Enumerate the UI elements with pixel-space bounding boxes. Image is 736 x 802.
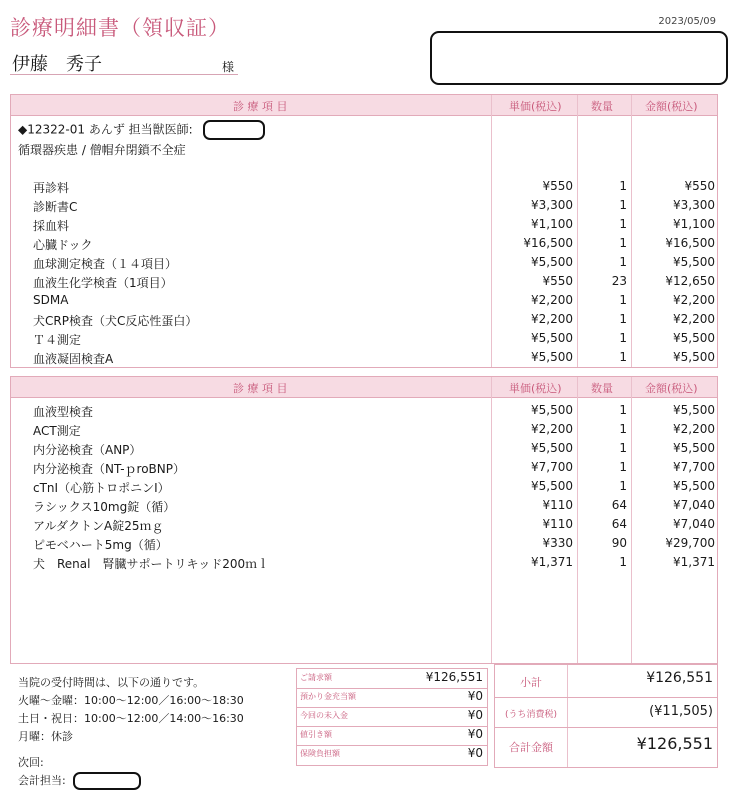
item-qty: 1 bbox=[619, 555, 627, 569]
item-qty: 1 bbox=[619, 460, 627, 474]
summary-label: 今回の未入金 bbox=[300, 711, 348, 720]
header-price: 単価(税込) bbox=[509, 100, 562, 113]
animal-info bbox=[18, 120, 265, 160]
redacted-cashier-name bbox=[73, 772, 141, 790]
item-price: ¥550 bbox=[542, 179, 573, 193]
redacted-address-box bbox=[430, 31, 728, 85]
header-amount: 金額(税込) bbox=[645, 382, 698, 395]
item-name: 診断書C bbox=[33, 200, 78, 214]
item-amount: ¥5,500 bbox=[673, 350, 715, 364]
item-name: 心臓ドック bbox=[33, 238, 93, 252]
item-name: 犬 Renal 腎臓サポートリキッド200ｍｌ bbox=[33, 557, 270, 571]
item-price: ¥5,500 bbox=[531, 441, 573, 455]
table-row bbox=[11, 234, 717, 253]
hours-notice bbox=[18, 674, 244, 746]
item-name: 採血料 bbox=[33, 219, 70, 233]
header-item: 診 療 項 目 bbox=[233, 382, 288, 395]
item-price: ¥2,200 bbox=[531, 293, 573, 307]
summary-label: 預かり金充当額 bbox=[300, 692, 356, 701]
table-row bbox=[11, 329, 717, 348]
notice-line: 土日・祝日：10:00～12:00／14:00～16:30 bbox=[18, 712, 244, 725]
subtotal-label: 小計 bbox=[520, 676, 542, 689]
item-name: 内分泌検査（ANP） bbox=[33, 443, 142, 457]
item-amount: ¥2,200 bbox=[673, 422, 715, 436]
table-row bbox=[11, 310, 717, 329]
item-amount: ¥1,100 bbox=[673, 217, 715, 231]
honorific: 様 bbox=[222, 60, 235, 74]
document-title: 診療明細書（領収証） bbox=[10, 16, 230, 40]
item-price: ¥5,500 bbox=[531, 403, 573, 417]
item-name: 内分泌検査（NT-ｐroBNP） bbox=[33, 462, 185, 476]
items-table-2 bbox=[10, 376, 718, 664]
summary-row bbox=[297, 688, 487, 707]
item-qty: 1 bbox=[619, 422, 627, 436]
tax-value: (¥11,505) bbox=[649, 704, 713, 719]
item-price: ¥16,500 bbox=[523, 236, 573, 250]
tax-label: (うち消費税) bbox=[504, 710, 558, 720]
table-row bbox=[11, 177, 717, 196]
item-name: 血液型検査 bbox=[33, 405, 94, 419]
item-amount: ¥2,200 bbox=[673, 293, 715, 307]
header-amount: 金額(税込) bbox=[645, 100, 698, 113]
total-row bbox=[495, 727, 717, 765]
item-qty: 1 bbox=[619, 350, 627, 364]
table-row bbox=[11, 401, 717, 420]
table-row bbox=[11, 348, 717, 367]
table-row bbox=[11, 420, 717, 439]
item-price: ¥3,300 bbox=[531, 198, 573, 212]
item-price: ¥5,500 bbox=[531, 479, 573, 493]
item-name: ピモベハート5mg（循） bbox=[33, 538, 168, 552]
item-name: Ｔ４測定 bbox=[33, 333, 82, 347]
item-name: ACT測定 bbox=[33, 424, 81, 438]
item-qty: 1 bbox=[619, 441, 627, 455]
header-qty: 数量 bbox=[591, 382, 613, 395]
table-row bbox=[11, 553, 717, 572]
cashier-label: 会計担当: bbox=[18, 774, 66, 787]
notice-line: 火曜～金曜：10:00～12:00／16:00～18:30 bbox=[18, 694, 244, 707]
summary-value: ¥0 bbox=[467, 746, 483, 760]
item-amount: ¥7,040 bbox=[673, 498, 715, 512]
item-name: ラシックス10mg錠（循） bbox=[33, 500, 176, 514]
table-row bbox=[11, 253, 717, 272]
item-name: 犬CRP検査（犬C反応性蛋白） bbox=[33, 314, 198, 328]
item-price: ¥2,200 bbox=[531, 312, 573, 326]
item-amount: ¥3,300 bbox=[673, 198, 715, 212]
item-qty: 90 bbox=[611, 536, 627, 550]
item-price: ¥5,500 bbox=[531, 350, 573, 364]
summary-value: ¥0 bbox=[467, 708, 483, 722]
summary-row bbox=[297, 707, 487, 726]
item-qty: 1 bbox=[619, 479, 627, 493]
item-amount: ¥7,700 bbox=[673, 460, 715, 474]
item-qty: 1 bbox=[619, 331, 627, 345]
item-name: 血液生化学検査（1項目） bbox=[33, 276, 173, 290]
summary-value: ¥0 bbox=[467, 689, 483, 703]
item-amount: ¥2,200 bbox=[673, 312, 715, 326]
animal-line: ◆12322-01 あんず 担当獣医師: bbox=[18, 122, 193, 137]
item-amount: ¥550 bbox=[684, 179, 715, 193]
table-row bbox=[11, 477, 717, 496]
item-name: 血液凝固検査A bbox=[33, 352, 114, 366]
item-qty: 64 bbox=[611, 498, 627, 512]
summary-row bbox=[297, 726, 487, 745]
item-price: ¥110 bbox=[542, 498, 573, 512]
item-amount: ¥29,700 bbox=[665, 536, 715, 550]
item-amount: ¥16,500 bbox=[665, 236, 715, 250]
summary-row bbox=[297, 745, 487, 764]
subtotal-value: ¥126,551 bbox=[646, 670, 713, 686]
notice-line: 月曜：休診 bbox=[18, 730, 73, 743]
next-visit-label: 次回: bbox=[18, 756, 44, 769]
table-row bbox=[11, 458, 717, 477]
table-row bbox=[11, 534, 717, 553]
subtotal-row bbox=[495, 665, 717, 697]
item-qty: 1 bbox=[619, 312, 627, 326]
item-name: アルダクトンA錠25ｍｇ bbox=[33, 519, 164, 533]
item-price: ¥7,700 bbox=[531, 460, 573, 474]
item-price: ¥1,371 bbox=[531, 555, 573, 569]
item-qty: 1 bbox=[619, 255, 627, 269]
issue-date: 2023/05/09 bbox=[658, 16, 716, 27]
redacted-vet-name bbox=[203, 120, 265, 140]
item-qty: 1 bbox=[619, 403, 627, 417]
summary-label: 値引き額 bbox=[300, 730, 332, 739]
header-price: 単価(税込) bbox=[509, 382, 562, 395]
table-row bbox=[11, 439, 717, 458]
item-qty: 1 bbox=[619, 217, 627, 231]
footer bbox=[18, 754, 141, 790]
summary-label: ご請求額 bbox=[300, 673, 332, 682]
totals-box bbox=[494, 664, 718, 768]
item-amount: ¥5,500 bbox=[673, 331, 715, 345]
summary-value: ¥0 bbox=[467, 727, 483, 741]
item-amount: ¥5,500 bbox=[673, 479, 715, 493]
item-price: ¥110 bbox=[542, 517, 573, 531]
table-row bbox=[11, 215, 717, 234]
table-row bbox=[11, 291, 717, 310]
item-name: 血球測定検査（１４項目） bbox=[33, 257, 178, 271]
table-row bbox=[11, 515, 717, 534]
header-qty: 数量 bbox=[591, 100, 613, 113]
item-qty: 64 bbox=[611, 517, 627, 531]
diagnosis-line: 循環器疾患 / 僧帽弁閉鎖不全症 bbox=[18, 143, 186, 157]
item-amount: ¥5,500 bbox=[673, 441, 715, 455]
item-qty: 1 bbox=[619, 179, 627, 193]
table-row bbox=[11, 196, 717, 215]
total-value: ¥126,551 bbox=[636, 734, 713, 753]
item-amount: ¥5,500 bbox=[673, 403, 715, 417]
item-qty: 1 bbox=[619, 293, 627, 307]
item-qty: 1 bbox=[619, 198, 627, 212]
item-amount: ¥1,371 bbox=[673, 555, 715, 569]
item-price: ¥2,200 bbox=[531, 422, 573, 436]
item-amount: ¥5,500 bbox=[673, 255, 715, 269]
table-1-header bbox=[11, 95, 717, 116]
item-price: ¥330 bbox=[542, 536, 573, 550]
item-amount: ¥12,650 bbox=[665, 274, 715, 288]
table-row bbox=[11, 496, 717, 515]
summary-value: ¥126,551 bbox=[425, 670, 483, 684]
tax-row bbox=[495, 697, 717, 727]
billing-summary bbox=[296, 668, 488, 766]
item-name: SDMA bbox=[33, 293, 69, 307]
item-qty: 23 bbox=[611, 274, 627, 288]
item-name: 再診料 bbox=[33, 181, 70, 195]
patient-name: 伊藤 秀子 bbox=[12, 54, 102, 75]
summary-label: 保険負担額 bbox=[300, 749, 340, 758]
table-2-header bbox=[11, 377, 717, 398]
item-name: cTnI（心筋トロポニンI） bbox=[33, 481, 170, 495]
notice-line: 当院の受付時間は、以下の通りです。 bbox=[18, 676, 205, 689]
item-price: ¥550 bbox=[542, 274, 573, 288]
item-amount: ¥7,040 bbox=[673, 517, 715, 531]
item-price: ¥5,500 bbox=[531, 331, 573, 345]
header-item: 診 療 項 目 bbox=[233, 100, 288, 113]
total-label: 合計金額 bbox=[509, 741, 553, 754]
item-qty: 1 bbox=[619, 236, 627, 250]
summary-row bbox=[297, 669, 487, 688]
table-row bbox=[11, 272, 717, 291]
item-price: ¥5,500 bbox=[531, 255, 573, 269]
name-underline bbox=[10, 74, 238, 75]
item-price: ¥1,100 bbox=[531, 217, 573, 231]
